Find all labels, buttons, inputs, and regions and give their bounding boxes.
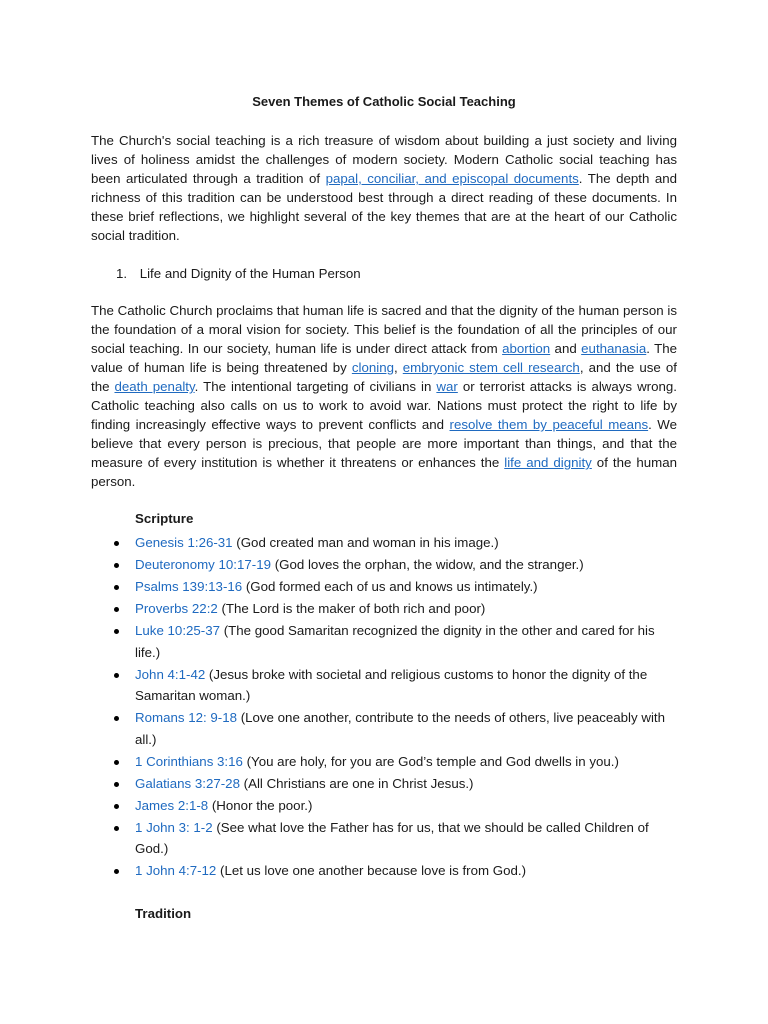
- scripture-description: (The Lord is the maker of both rich and poor): [217, 601, 486, 616]
- scripture-item: [0, 773, 681, 795]
- scripture-description: (You are holy, for you are God’s temple and God dwells in you.): [242, 753, 619, 769]
- scripture-reference[interactable]: 1 John 3: 1-2: [135, 819, 213, 835]
- scripture-reference[interactable]: Luke 10:25-37: [135, 623, 221, 638]
- scripture-description: (God created man and woman in his image.): [232, 535, 499, 550]
- paragraph-text: of the human person.: [91, 455, 677, 489]
- scripture-item: [0, 707, 681, 750]
- scripture-item: [0, 598, 681, 620]
- scripture-reference[interactable]: Romans 12: 9-18: [135, 710, 237, 725]
- scripture-reference[interactable]: Genesis 1:26-31: [135, 535, 233, 550]
- scripture-reference[interactable]: Deuteronomy 10:17-19: [135, 557, 272, 572]
- scripture-item: [0, 795, 681, 817]
- paragraph-text: The Catholic Church proclaims that human life is sacred and that the dignity of the human person is the foundation of a moral vision for society. This belief is the foundation of all the principles of our social teaching. In our society, human life is under direct attack from: [91, 303, 677, 356]
- paragraph-text: ,: [394, 360, 403, 375]
- bullet-icon: [114, 563, 119, 568]
- bullet-icon: [114, 716, 119, 721]
- page-title: Seven Themes of Catholic Social Teaching: [252, 94, 516, 109]
- scripture-description: (All Christians are one in Christ Jesus.): [239, 775, 474, 791]
- scripture-description: (Love one another, contribute to the needs of others, live peaceably with all.): [135, 710, 665, 747]
- scripture-heading: Scripture: [135, 511, 194, 526]
- bullet-icon: [114, 826, 119, 831]
- bullet-icon: [114, 673, 119, 678]
- inline-link[interactable]: euthanasia: [581, 341, 647, 356]
- scripture-item: [0, 576, 681, 598]
- scripture-description: (Jesus broke with societal and religious customs to honor the dignity of the Samaritan woman.): [135, 666, 648, 703]
- bullet-icon: [114, 629, 119, 634]
- bullet-icon: [114, 541, 119, 546]
- inline-link[interactable]: embryonic stem cell research: [402, 360, 580, 375]
- inline-link[interactable]: papal, conciliar, and episcopal documents: [325, 171, 579, 186]
- scripture-description: (The good Samaritan recognized the dignity in the other and cared for his life.): [135, 623, 655, 660]
- inline-link[interactable]: war: [436, 379, 458, 394]
- scripture-description: (See what love the Father has for us, that we should be called Children of God.): [135, 819, 649, 856]
- scripture-item: [0, 860, 681, 882]
- bullet-icon: [114, 607, 119, 612]
- inline-link[interactable]: resolve them by peaceful means: [449, 417, 649, 432]
- scripture-item: [0, 751, 681, 773]
- section-title: Life and Dignity of the Human Person: [139, 266, 361, 281]
- scripture-item: [0, 664, 681, 707]
- paragraph-text: and: [550, 341, 582, 356]
- section-heading: [116, 264, 361, 283]
- scripture-item: [0, 817, 681, 860]
- paragraph-text: . The value of human life is being threatened by: [91, 341, 678, 375]
- inline-link[interactable]: life and dignity: [504, 455, 592, 470]
- tradition-heading: Tradition: [135, 906, 192, 921]
- paragraph-text: , and the use of the: [91, 360, 677, 394]
- bullet-icon: [114, 804, 119, 809]
- scripture-reference[interactable]: Galatians 3:27-28: [135, 775, 240, 791]
- inline-link[interactable]: abortion: [502, 341, 551, 356]
- inline-link[interactable]: death penalty: [114, 379, 195, 394]
- scripture-reference[interactable]: Proverbs 22:2: [135, 601, 218, 616]
- paragraph-text: or terrorist attacks is always wrong. Catholic teaching also calls on us to work to avoid war. Nations must protect the right to life by finding increasingly effective ways to prevent conflicts and: [91, 379, 677, 432]
- bullet-icon: [114, 760, 119, 765]
- scripture-item: [0, 620, 681, 663]
- scripture-reference[interactable]: John 4:1-42: [135, 666, 206, 682]
- bullet-icon: [114, 782, 119, 787]
- bullet-icon: [114, 585, 119, 590]
- scripture-reference[interactable]: Psalms 139:13-16: [135, 579, 243, 594]
- paragraph-text: . The depth and richness of this tradition can be understood best through a direct reading of these documents. In these brief reflections, we highlight several of the key themes that are at the heart of our Catholic social tradition.: [91, 171, 677, 243]
- paragraph-text: . We believe that every person is precious, that people are more important than things, and that the measure of every institution is whether it threatens or enhances the: [91, 417, 677, 470]
- scripture-description: (Let us love one another because love is from God.): [216, 863, 527, 878]
- scripture-item: [0, 554, 681, 576]
- scripture-reference[interactable]: 1 John 4:7-12: [135, 863, 217, 878]
- scripture-description: (God formed each of us and knows us intimately.): [242, 579, 538, 594]
- scripture-description: (Honor the poor.): [208, 797, 313, 813]
- section-paragraph: [91, 301, 677, 491]
- section-number: 1.: [116, 266, 128, 281]
- inline-link[interactable]: cloning: [351, 360, 394, 375]
- paragraph-text: The Church's social teaching is a rich treasure of wisdom about building a just society and living lives of holiness amidst the challenges of modern society. Modern Catholic social teaching has been articulated through a tradition of: [91, 133, 677, 186]
- scripture-description: (God loves the orphan, the widow, and the stranger.): [271, 557, 584, 572]
- scripture-reference[interactable]: James 2:1-8: [135, 797, 209, 813]
- scripture-reference[interactable]: 1 Corinthians 3:16: [135, 753, 243, 769]
- scripture-item: [0, 532, 681, 554]
- paragraph-text: . The intentional targeting of civilians in: [194, 379, 437, 394]
- intro-paragraph: [91, 131, 677, 245]
- scripture-list: [0, 532, 768, 882]
- bullet-icon: [114, 869, 119, 874]
